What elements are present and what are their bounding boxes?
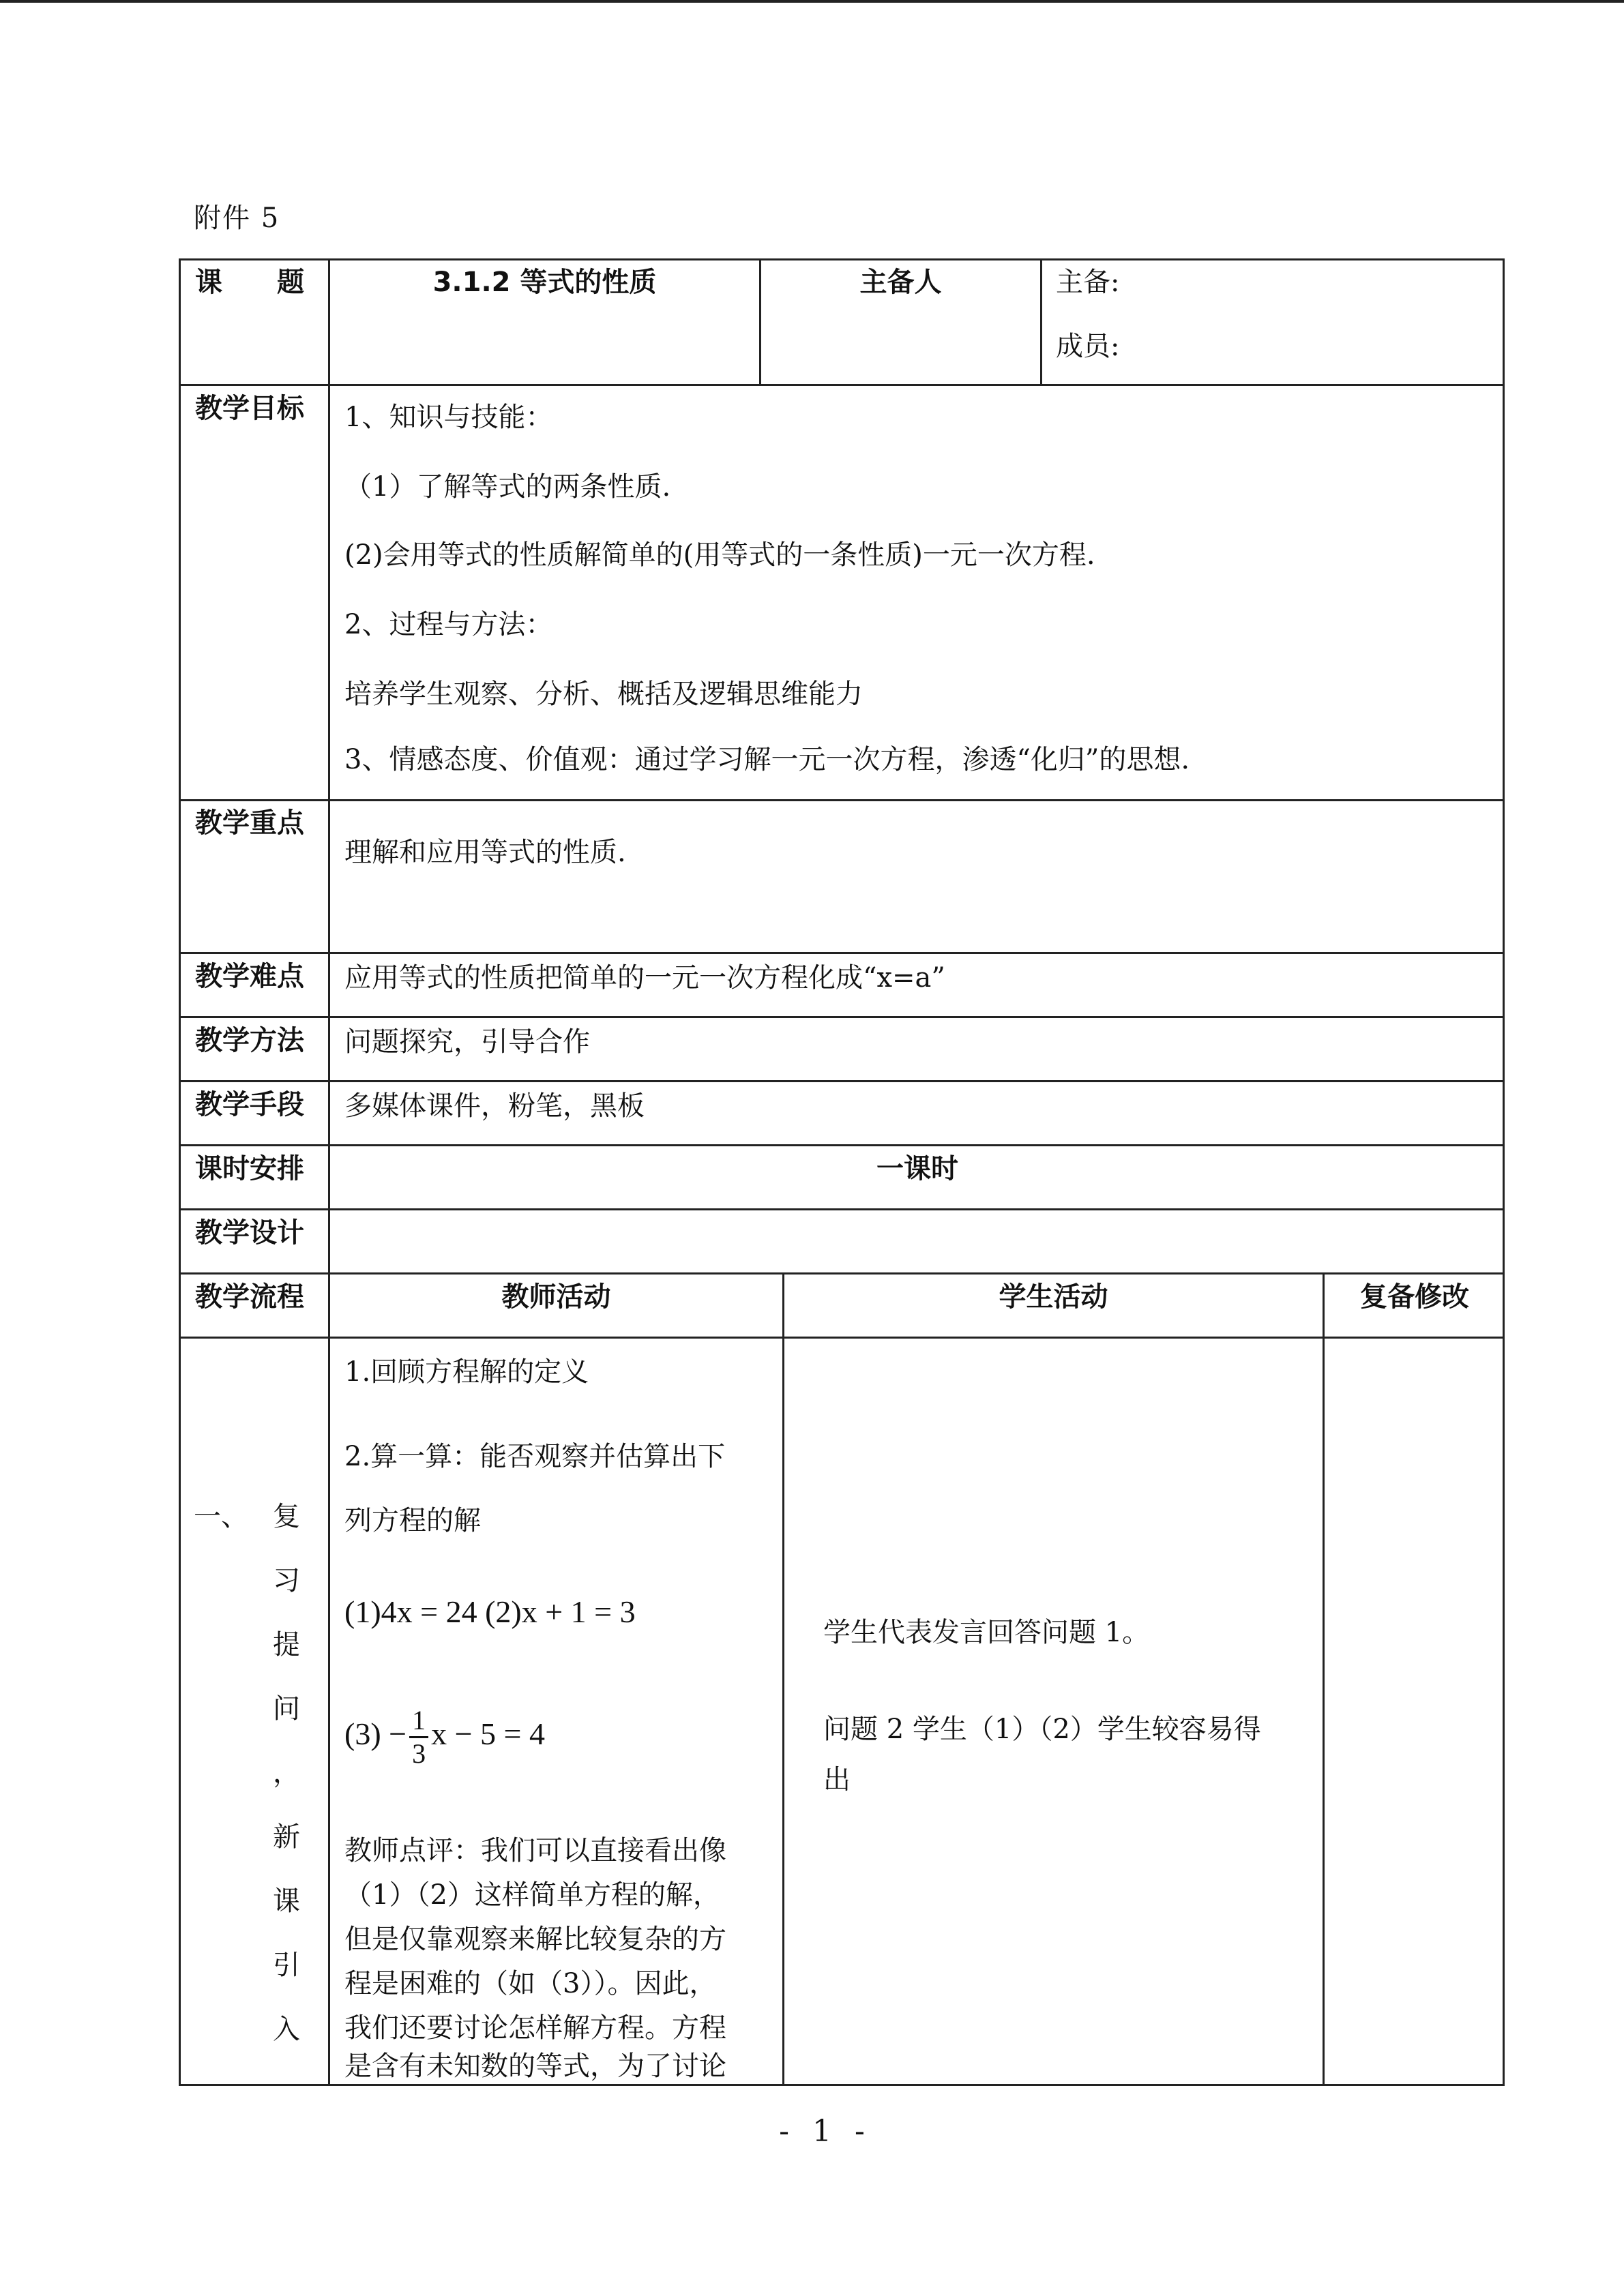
flow-label: 教学流程	[195, 1281, 304, 1313]
difficulties-label: 教学难点	[195, 961, 304, 992]
fraction-numerator: 1	[409, 1705, 428, 1738]
objective-line: （1）了解等式的两条性质.	[344, 471, 671, 503]
student-line: 出	[823, 1764, 851, 1795]
col-divider	[1040, 258, 1042, 385]
attachment-label: 附件 5	[194, 203, 280, 234]
objective-line: 1、知识与技能：	[344, 402, 553, 433]
section-title-char: 复	[273, 1501, 300, 1532]
teacher-comment-line: （1）（2）这样简单方程的解，	[344, 1879, 720, 1911]
section-title-char: 问	[273, 1693, 300, 1725]
teacher-item-1: 1.回顾方程解的定义	[344, 1356, 589, 1388]
row-divider	[179, 1016, 1505, 1018]
objective-line: 培养学生观察、分析、概括及逻辑思维能力	[344, 679, 863, 710]
method-label: 教学方法	[195, 1025, 304, 1056]
row-divider	[179, 1080, 1505, 1082]
objectives-label: 教学目标	[195, 393, 304, 424]
row-divider	[179, 1144, 1505, 1146]
section-number: 一、	[194, 1501, 248, 1532]
teacher-comment-line: 但是仅靠观察来解比较复杂的方	[344, 1924, 726, 1955]
row-divider	[179, 1272, 1505, 1274]
revision-header: 复备修改	[1360, 1281, 1469, 1313]
col-divider	[1323, 1272, 1325, 2086]
key-points-label: 教学重点	[195, 807, 304, 839]
difficulties-text: 应用等式的性质把简单的一元一次方程化成“x=a”	[344, 962, 945, 994]
row-divider	[179, 1208, 1505, 1210]
row-divider	[179, 799, 1505, 801]
equation-1-2: (1)4x = 24 (2)x + 1 = 3	[344, 1594, 636, 1629]
page-number: - 1 -	[779, 2114, 872, 2149]
teacher-item-2-line2: 列方程的解	[344, 1505, 481, 1536]
preparer-label: 主备人	[859, 267, 942, 298]
objective-line: (2)会用等式的性质解简单的(用等式的一条性质)一元一次方程.	[344, 539, 1095, 571]
topic-label: 课 题	[195, 267, 304, 298]
fraction	[409, 1705, 428, 1770]
row-divider	[179, 384, 1505, 386]
col-divider	[782, 1272, 784, 2086]
teacher-comment-line: 我们还要讨论怎样解方程。方程	[344, 2012, 726, 2044]
student-line: 问题 2 学生（1）（2）学生较容易得	[823, 1714, 1261, 1745]
student-activity-header: 学生活动	[999, 1281, 1108, 1313]
row-divider	[179, 952, 1505, 954]
section-title-char: 提	[273, 1629, 300, 1660]
main-preparer: 主备:	[1056, 267, 1120, 298]
fraction-denominator: 3	[412, 1738, 426, 1769]
section-title-char: ，	[273, 1757, 300, 1789]
teacher-comment-line: 程是困难的（如（3））。因此，	[344, 1968, 717, 1999]
student-line: 学生代表发言回答问题 1。	[823, 1617, 1150, 1648]
objective-line: 2、过程与方法：	[344, 609, 553, 640]
teacher-activity-header: 教师活动	[501, 1281, 611, 1313]
section-title-char: 新	[273, 1821, 300, 1853]
teacher-comment-line: 是含有未知数的等式，为了讨论	[344, 2051, 726, 2082]
method-text: 问题探究，引导合作	[344, 1026, 590, 1058]
means-label: 教学手段	[195, 1089, 304, 1120]
section-title-char: 课	[273, 1885, 300, 1917]
key-points-text: 理解和应用等式的性质.	[344, 837, 626, 868]
teacher-item-2-line1: 2.算一算：能否观察并估算出下	[344, 1441, 726, 1472]
section-title-char: 引	[273, 1950, 300, 1981]
design-label: 教学设计	[195, 1217, 304, 1249]
teacher-comment-line: 教师点评：我们可以直接看出像	[344, 1835, 726, 1866]
section-title-char: 入	[273, 2014, 300, 2045]
row-divider	[179, 1337, 1505, 1339]
equation-3	[344, 1705, 545, 1770]
top-rule	[0, 0, 1624, 3]
objective-line: 3、情感态度、价值观：通过学习解一元一次方程，渗透“化归”的思想.	[344, 744, 1190, 775]
members: 成员:	[1056, 331, 1120, 362]
schedule-text: 一课时	[876, 1153, 958, 1184]
topic-title: 3.1.2 等式的性质	[432, 267, 657, 298]
section-title-char: 习	[273, 1565, 300, 1596]
schedule-label: 课时安排	[195, 1153, 304, 1184]
equation-3-prefix: (3) −	[344, 1716, 407, 1752]
means-text: 多媒体课件，粉笔，黑板	[344, 1090, 645, 1122]
equation-3-suffix: x − 5 = 4	[431, 1716, 545, 1752]
